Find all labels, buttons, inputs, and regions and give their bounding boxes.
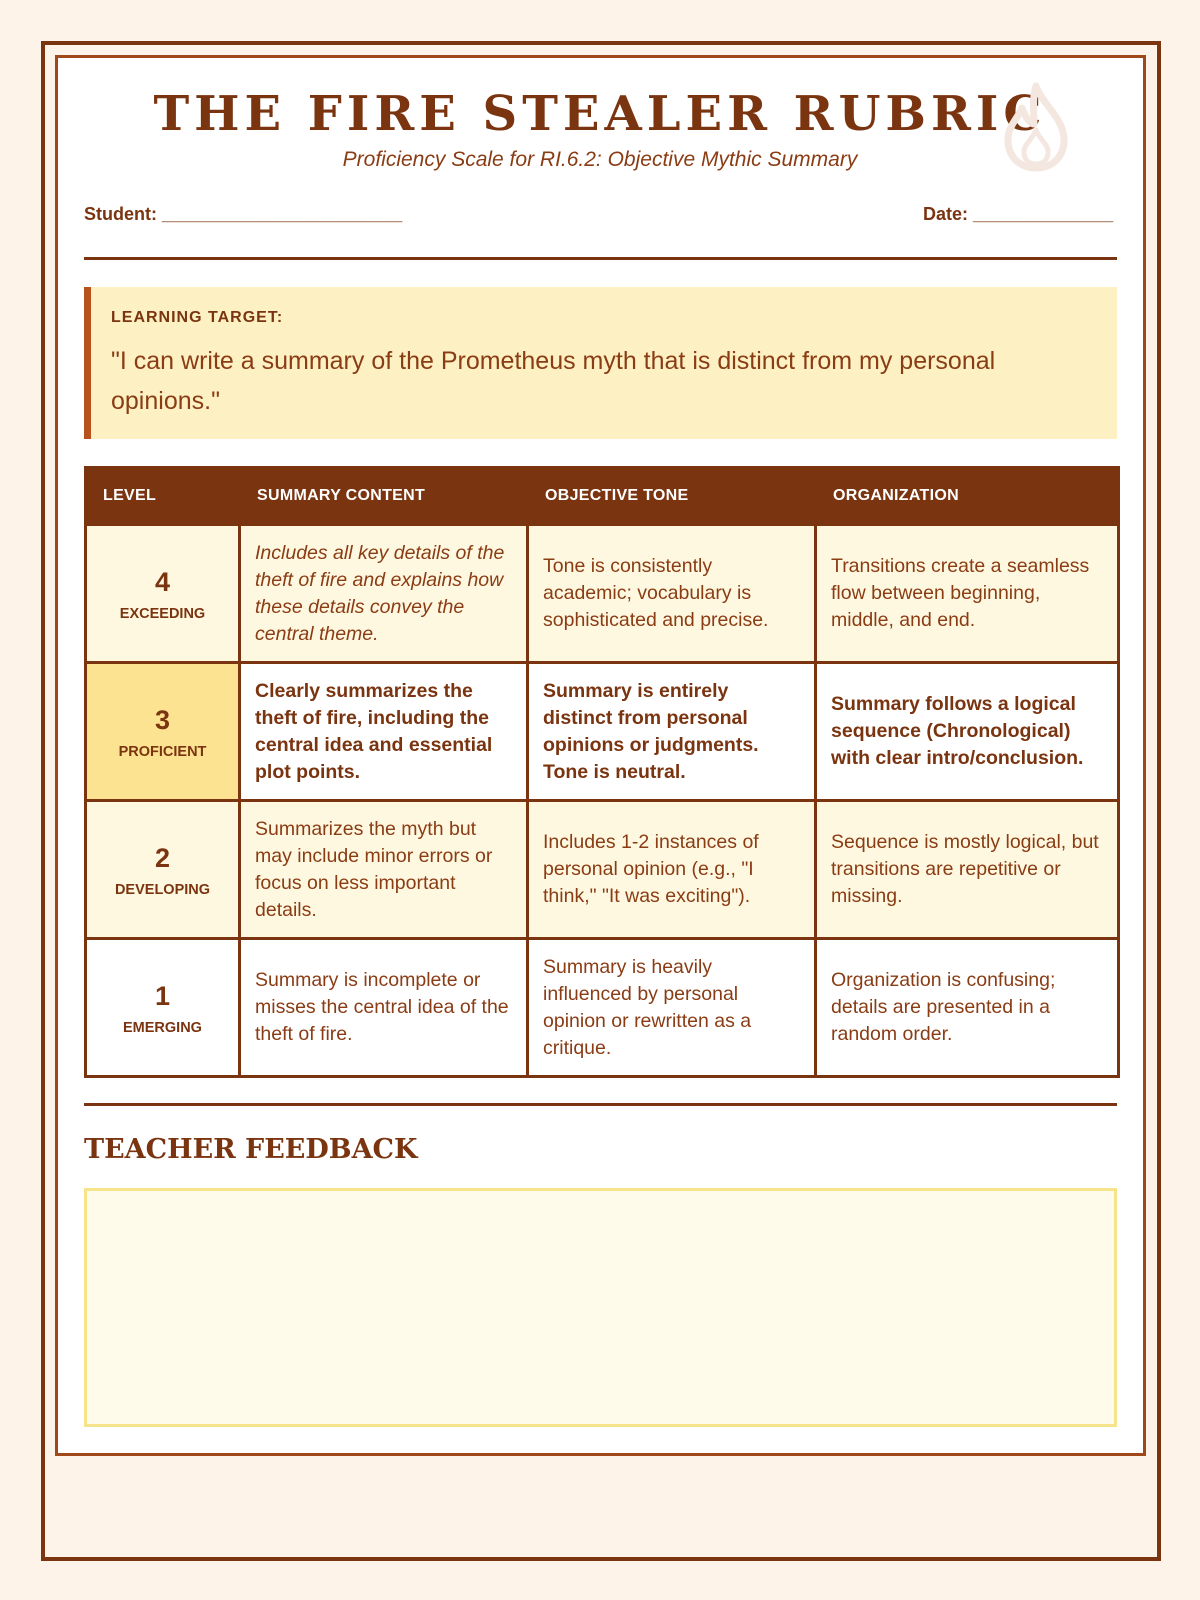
objective-tone-cell: Tone is consistently academic; vocabulary is sophisticated and precise.	[528, 525, 816, 663]
organization-cell: Organization is confusing; details are presented in a random order.	[816, 939, 1119, 1077]
student-field[interactable]: Student: ________________________	[84, 204, 403, 224]
organization-cell: Transitions create a seamless flow between beginning, middle, and end.	[816, 525, 1119, 663]
level-number: 1	[154, 980, 171, 1011]
header-divider	[84, 257, 1117, 260]
header-level: LEVEL	[86, 468, 240, 525]
table-row	[86, 525, 1119, 663]
organization-cell: Sequence is mostly logical, but transitions are repetitive or missing.	[816, 801, 1119, 939]
level-cell	[86, 939, 240, 1077]
level-cell	[86, 801, 240, 939]
level-number: 4	[154, 566, 171, 597]
objective-tone-cell: Includes 1-2 instances of personal opinion (e.g., "I think," "It was exciting").	[528, 801, 816, 939]
level-name: EXCEEDING	[119, 605, 206, 622]
summary-content-cell: Summarizes the myth but may include minor errors or focus on less important details.	[240, 801, 528, 939]
teacher-feedback-box[interactable]	[84, 1188, 1117, 1427]
table-row	[86, 939, 1119, 1077]
organization-cell: Summary follows a logical sequence (Chronological) with clear intro/conclusion.	[816, 663, 1119, 801]
level-name: DEVELOPING	[114, 881, 211, 898]
rubric-title: THE FIRE STEALER RUBRIC	[153, 86, 1047, 142]
rubric-table	[84, 466, 1120, 1078]
header-summary-content: SUMMARY CONTENT	[240, 468, 528, 525]
table-row	[86, 801, 1119, 939]
flame-icon	[998, 78, 1074, 174]
header-organization: ORGANIZATION	[816, 468, 1119, 525]
teacher-feedback-title: TEACHER FEEDBACK	[84, 1134, 418, 1165]
level-name: PROFICIENT	[118, 743, 207, 760]
summary-content-cell: Includes all key details of the theft of fire and explains how these details convey the central theme.	[240, 525, 528, 663]
summary-content-cell: Summary is incomplete or misses the central idea of the theft of fire.	[240, 939, 528, 1077]
level-cell	[86, 525, 240, 663]
rubric-header-row	[86, 468, 1119, 525]
objective-tone-cell: Summary is heavily influenced by personal opinion or rewritten as a critique.	[528, 939, 816, 1077]
summary-content-cell: Clearly summarizes the theft of fire, including the central idea and essential plot points.	[240, 663, 528, 801]
level-cell	[86, 663, 240, 801]
feedback-divider	[84, 1103, 1117, 1106]
table-row	[86, 663, 1119, 801]
level-name: EMERGING	[123, 1019, 202, 1036]
level-number: 2	[154, 842, 171, 873]
date-field[interactable]: Date: ______________	[923, 204, 1114, 224]
learning-target-text: "I can write a summary of the Prometheus myth that is distinct from my personal opinions."	[111, 347, 996, 415]
objective-tone-cell: Summary is entirely distinct from personal opinions or judgments. Tone is neutral.	[528, 663, 816, 801]
rubric-subtitle: Proficiency Scale for RI.6.2: Objective Mythic Summary	[342, 148, 858, 171]
learning-target-box	[84, 287, 1117, 439]
level-number: 3	[154, 704, 171, 735]
learning-target-label: LEARNING TARGET:	[111, 309, 284, 326]
header-objective-tone: OBJECTIVE TONE	[528, 468, 816, 525]
